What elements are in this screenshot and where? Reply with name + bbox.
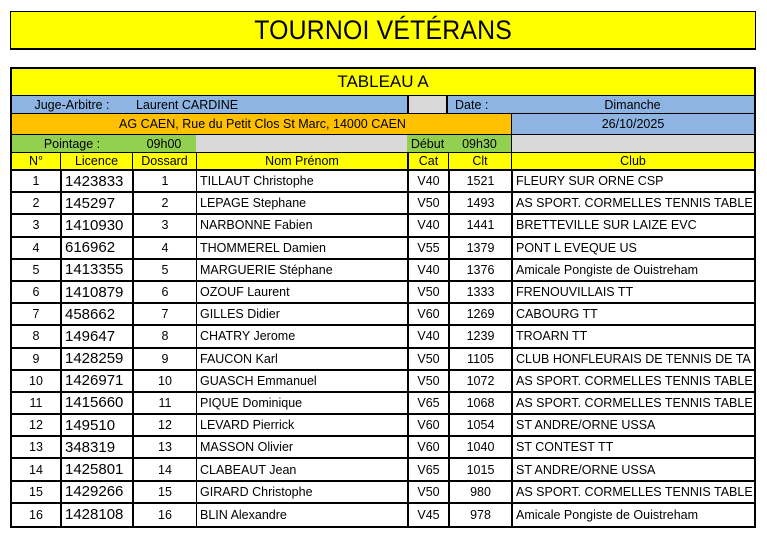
player-dossard[interactable]: 7 [132, 304, 196, 324]
player-dossard[interactable]: 13 [132, 437, 196, 457]
col-header-club: Club [511, 153, 754, 169]
referee-label: Juge-Arbitre : [12, 96, 132, 113]
player-name[interactable]: FAUCON Karl [196, 349, 407, 369]
player-name[interactable]: PIQUE Dominique [196, 393, 407, 413]
player-licence[interactable]: 149510 [60, 415, 132, 435]
table-row[interactable] [12, 415, 754, 437]
player-ranking[interactable]: 1239 [448, 326, 511, 346]
start-time[interactable]: 09h30 [448, 135, 511, 152]
player-dossard[interactable]: 15 [132, 482, 196, 502]
tableau-header-row [12, 69, 754, 96]
player-name[interactable]: CHATRY Jerome [196, 326, 407, 346]
col-header-name: Nom Prénom [196, 153, 407, 169]
player-category[interactable]: V50 [407, 349, 448, 369]
player-licence[interactable]: 145297 [60, 193, 132, 213]
player-number[interactable]: 12 [29, 418, 43, 433]
player-category[interactable]: V50 [407, 282, 448, 302]
player-licence[interactable]: 348319 [60, 437, 132, 457]
player-club[interactable]: TROARN TT [511, 326, 754, 346]
player-licence[interactable]: 1429266 [60, 482, 132, 502]
player-name[interactable]: OZOUF Laurent [196, 282, 407, 302]
player-category[interactable]: V50 [407, 371, 448, 391]
player-club[interactable]: PONT L EVEQUE US [511, 238, 754, 258]
venue-row [12, 114, 754, 135]
player-category[interactable]: V40 [407, 326, 448, 346]
player-ranking[interactable]: 1521 [448, 171, 511, 191]
table-row[interactable] [12, 171, 754, 193]
player-number[interactable]: 3 [32, 218, 40, 233]
player-name[interactable]: NARBONNE Fabien [196, 215, 407, 235]
player-licence[interactable]: 1428108 [60, 504, 132, 526]
player-ranking[interactable]: 1105 [448, 349, 511, 369]
player-licence[interactable]: 1423833 [60, 171, 132, 191]
player-category[interactable]: V40 [407, 215, 448, 235]
date-day[interactable]: Dimanche [511, 96, 754, 113]
player-number[interactable]: 13 [29, 440, 43, 455]
referee-empty-cell[interactable] [407, 96, 448, 113]
table-row[interactable] [12, 459, 754, 481]
checkin-time[interactable]: 09h00 [132, 135, 196, 152]
player-name[interactable]: GIRARD Christophe [196, 482, 407, 502]
player-ranking[interactable]: 1040 [448, 437, 511, 457]
checkin-label: Pointage : [12, 135, 132, 152]
player-number[interactable]: 8 [32, 329, 40, 344]
player-dossard[interactable]: 6 [132, 282, 196, 302]
player-dossard[interactable]: 4 [132, 238, 196, 258]
player-licence[interactable]: 1426971 [60, 371, 132, 391]
player-licence[interactable]: 1425801 [60, 459, 132, 479]
player-category[interactable]: V65 [407, 459, 448, 479]
player-number[interactable]: 6 [32, 285, 40, 300]
player-club[interactable]: AS SPORT. CORMELLES TENNIS TABLE [511, 393, 754, 413]
col-header-licence: Licence [60, 153, 132, 169]
player-club[interactable]: BRETTEVILLE SUR LAIZE EVC [511, 215, 754, 235]
schedule-empty-cell[interactable] [196, 135, 407, 152]
player-ranking[interactable]: 978 [448, 504, 511, 526]
table-row[interactable] [12, 371, 754, 393]
start-label: Début [407, 135, 448, 152]
player-club[interactable]: CABOURG TT [511, 304, 754, 324]
tournament-title [10, 11, 756, 50]
player-dossard[interactable]: 5 [132, 260, 196, 280]
player-club[interactable]: ST ANDRE/ORNE USSA [511, 415, 754, 435]
player-dossard[interactable]: 14 [132, 459, 196, 479]
player-number[interactable]: 7 [32, 307, 40, 322]
player-ranking[interactable]: 1015 [448, 459, 511, 479]
player-dossard[interactable]: 8 [132, 326, 196, 346]
player-name[interactable]: LEPAGE Stephane [196, 193, 407, 213]
table-row[interactable] [12, 215, 754, 237]
player-club[interactable]: ST ANDRE/ORNE USSA [511, 459, 754, 479]
player-licence[interactable]: 1413355 [60, 260, 132, 280]
venue-address[interactable]: AG CAEN, Rue du Petit Clos St Marc, 14000 CAEN [12, 114, 511, 134]
date-label: Date : [448, 96, 511, 113]
table-row[interactable] [12, 482, 754, 504]
player-category[interactable]: V40 [407, 260, 448, 280]
player-licence[interactable]: 458662 [60, 304, 132, 324]
player-category[interactable]: V50 [407, 193, 448, 213]
player-ranking[interactable]: 1054 [448, 415, 511, 435]
player-ranking[interactable]: 1269 [448, 304, 511, 324]
player-club[interactable]: Amicale Pongiste de Ouistreham [511, 504, 754, 526]
player-ranking[interactable]: 1376 [448, 260, 511, 280]
player-table-body [12, 171, 754, 526]
player-category[interactable]: V55 [407, 238, 448, 258]
column-header-row [12, 153, 754, 171]
player-name[interactable]: MARGUERIE Stéphane [196, 260, 407, 280]
table-row[interactable] [12, 437, 754, 459]
player-club[interactable]: FRENOUVILLAIS TT [511, 282, 754, 302]
player-name[interactable]: BLIN Alexandre [196, 504, 407, 526]
player-dossard[interactable]: 3 [132, 215, 196, 235]
player-dossard[interactable]: 2 [132, 193, 196, 213]
player-category[interactable]: V60 [407, 415, 448, 435]
player-licence[interactable]: 1415660 [60, 393, 132, 413]
player-name[interactable]: GUASCH Emmanuel [196, 371, 407, 391]
player-ranking[interactable]: 980 [448, 482, 511, 502]
player-number[interactable]: 16 [29, 507, 43, 522]
player-ranking[interactable]: 1493 [448, 193, 511, 213]
date-value[interactable]: 26/10/2025 [511, 114, 754, 134]
table-row[interactable] [12, 393, 754, 415]
player-name[interactable]: CLABEAUT Jean [196, 459, 407, 479]
col-header-category: Cat [407, 153, 448, 169]
player-number[interactable]: 4 [32, 240, 40, 255]
col-header-number: N° [12, 153, 60, 169]
col-header-ranking: Clt [448, 153, 511, 169]
player-name[interactable]: GILLES Didier [196, 304, 407, 324]
player-licence[interactable]: 1410879 [60, 282, 132, 302]
table-row[interactable] [12, 504, 754, 526]
player-dossard[interactable]: 11 [132, 393, 196, 413]
player-club[interactable]: FLEURY SUR ORNE CSP [511, 171, 754, 191]
player-club[interactable]: AS SPORT. CORMELLES TENNIS TABLE [511, 482, 754, 502]
table-row[interactable] [12, 193, 754, 215]
player-number[interactable]: 11 [29, 395, 43, 410]
table-row[interactable] [12, 304, 754, 326]
table-row[interactable] [12, 282, 754, 304]
player-category[interactable]: V60 [407, 437, 448, 457]
tableau-name[interactable]: TABLEAU A [12, 69, 754, 95]
player-category[interactable]: V40 [407, 171, 448, 191]
tournament-title-text: TOURNOI VÉTÉRANS [254, 14, 512, 45]
player-number[interactable]: 15 [29, 484, 43, 499]
player-category[interactable]: V45 [407, 504, 448, 526]
player-ranking[interactable]: 1068 [448, 393, 511, 413]
player-dossard[interactable]: 10 [132, 371, 196, 391]
player-ranking[interactable]: 1441 [448, 215, 511, 235]
table-row[interactable] [12, 260, 754, 282]
referee-row [12, 96, 754, 114]
col-header-dossard: Dossard [132, 153, 196, 169]
player-category[interactable]: V60 [407, 304, 448, 324]
player-dossard[interactable]: 1 [132, 171, 196, 191]
tableau-sheet [10, 67, 756, 528]
player-dossard[interactable]: 16 [132, 504, 196, 526]
player-ranking[interactable]: 1379 [448, 238, 511, 258]
player-name[interactable]: THOMMEREL Damien [196, 238, 407, 258]
schedule-row [12, 135, 754, 153]
player-licence[interactable]: 1410930 [60, 215, 132, 235]
player-number[interactable]: 9 [32, 351, 40, 366]
player-number[interactable]: 10 [29, 373, 43, 388]
player-licence[interactable]: 149647 [60, 326, 132, 346]
player-ranking[interactable]: 1333 [448, 282, 511, 302]
player-number[interactable]: 14 [29, 462, 43, 477]
player-name[interactable]: LEVARD Pierrick [196, 415, 407, 435]
player-licence[interactable]: 1428259 [60, 349, 132, 369]
player-category[interactable]: V65 [407, 393, 448, 413]
player-licence[interactable]: 616962 [60, 238, 132, 258]
table-row[interactable] [12, 326, 754, 348]
player-name[interactable]: TILLAUT Christophe [196, 171, 407, 191]
player-category[interactable]: V50 [407, 482, 448, 502]
player-dossard[interactable]: 12 [132, 415, 196, 435]
player-club[interactable]: CLUB HONFLEURAIS DE TENNIS DE TA [511, 349, 754, 369]
player-club[interactable]: AS SPORT. CORMELLES TENNIS TABLE [511, 193, 754, 213]
player-name[interactable]: MASSON Olivier [196, 437, 407, 457]
schedule-empty-right[interactable] [511, 135, 754, 152]
table-row[interactable] [12, 349, 754, 371]
player-number[interactable]: 1 [32, 174, 40, 189]
player-club[interactable]: ST CONTEST TT [511, 437, 754, 457]
player-number[interactable]: 5 [32, 262, 40, 277]
table-row[interactable] [12, 238, 754, 260]
referee-name[interactable]: Laurent CARDINE [132, 96, 407, 113]
player-club[interactable]: Amicale Pongiste de Ouistreham [511, 260, 754, 280]
player-number[interactable]: 2 [32, 196, 40, 211]
player-ranking[interactable]: 1072 [448, 371, 511, 391]
player-dossard[interactable]: 9 [132, 349, 196, 369]
player-club[interactable]: AS SPORT. CORMELLES TENNIS TABLE [511, 371, 754, 391]
